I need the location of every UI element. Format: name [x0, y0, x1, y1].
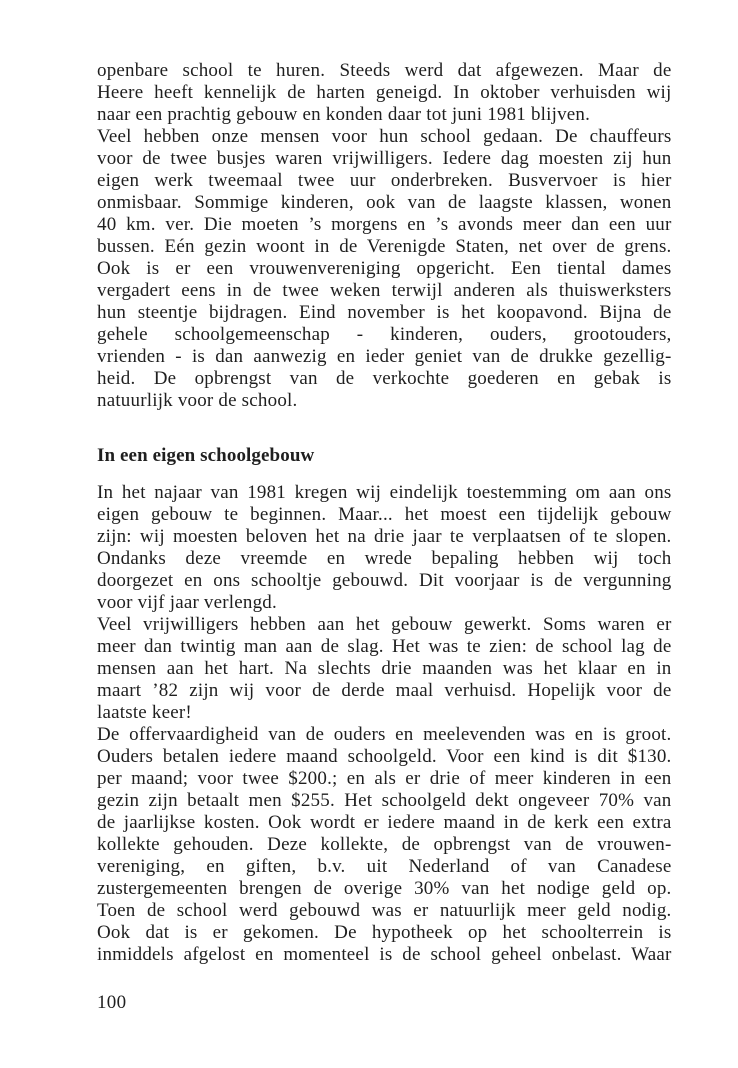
- text-line: eigen werk tweemaal twee uur onderbreken. Busvervoer is hier: [97, 170, 672, 191]
- text-line: De offervaardigheid van de ouders en meelevenden was en is groot.: [97, 724, 672, 745]
- text-line: vrienden - is dan aanwezig en ieder geniet van de drukke gezellig-: [97, 346, 672, 367]
- text-line: Heere heeft kennelijk de harten geneigd. In oktober verhuisden wij: [97, 82, 672, 103]
- text-line: Toen de school werd gebouwd was er natuurlijk meer geld nodig.: [97, 900, 672, 921]
- text-line: heid. De opbrengst van de verkochte goederen en gebak is: [97, 368, 672, 389]
- paragraph: [97, 614, 672, 724]
- text-line: laatste keer!: [97, 702, 192, 723]
- text-line: maart ’82 zijn wij voor de derde maal verhuisd. Hopelijk voor de: [97, 680, 672, 701]
- text-line: voor vijf jaar verlengd.: [97, 592, 277, 613]
- text-line: Veel vrijwilligers hebben aan het gebouw gewerkt. Soms waren er: [97, 614, 672, 635]
- text-line: meer dan twintig man aan de slag. Het was te zien: de school lag de: [97, 636, 672, 657]
- text-line: mensen aan het hart. Na slechts drie maanden was het klaar en in: [97, 658, 672, 679]
- paragraph: [97, 482, 672, 614]
- text-line: hun steentje bijdragen. Eind november is het koopavond. Bijna de: [97, 302, 672, 323]
- text-line: 40 km. ver. Die moeten ’s morgens en ’s avonds meer dan een uur: [97, 214, 672, 235]
- section-schoolgebouw: [97, 445, 672, 966]
- text-line: In het najaar van 1981 kregen wij eindelijk toestemming om aan ons: [97, 482, 672, 503]
- text-line: Veel hebben onze mensen voor hun school gedaan. De chauffeurs: [97, 126, 672, 147]
- text-line: naar een prachtig gebouw en konden daar tot juni 1981 blijven.: [97, 104, 591, 125]
- text-line: per maand; voor twee $200.; en als er drie of meer kinderen in een: [97, 768, 672, 789]
- text-line: Ondanks deze vreemde en wrede bepaling hebben wij toch: [97, 548, 672, 569]
- page-number: 100: [97, 992, 127, 1013]
- text-line: de jaarlijkse kosten. Ook wordt er iedere maand in de kerk een extra: [97, 812, 672, 833]
- text-line: vereniging, en giften, b.v. uit Nederland of van Canadese: [97, 856, 672, 877]
- text-line: voor de twee busjes waren vrijwilligers. Iedere dag moesten zij hun: [97, 148, 672, 169]
- text-line: bussen. Eén gezin woont in de Verenigde Staten, net over de grens.: [97, 236, 672, 257]
- paragraph: [97, 126, 672, 258]
- text-line: vergadert eens in de twee weken terwijl anderen als thuiswerksters: [97, 280, 672, 301]
- text-line: zijn: wij moesten beloven het na drie jaar te verplaatsen of te slopen.: [97, 526, 672, 547]
- text-column: [97, 60, 672, 966]
- text-line: doorgezet en ons schooltje gebouwd. Dit voorjaar is de vergunning: [97, 570, 672, 591]
- text-line: zustergemeenten brengen de overige 30% van het nodige geld op.: [97, 878, 672, 899]
- paragraph: [97, 724, 672, 966]
- text-line: onmisbaar. Sommige kinderen, ook van de laagste klassen, wonen: [97, 192, 672, 213]
- text-line: inmiddels afgelost en momenteel is de school geheel onbelast. Waar: [97, 944, 672, 965]
- text-line: gehele schoolgemeenschap - kinderen, ouders, grootouders,: [97, 324, 672, 345]
- text-line: Ook dat is er gekomen. De hypotheek op het schoolterrein is: [97, 922, 672, 943]
- section-intro: [97, 60, 672, 412]
- text-line: Ouders betalen iedere maand schoolgeld. Voor een kind is dit $130.: [97, 746, 672, 767]
- text-line: openbare school te huren. Steeds werd dat afgewezen. Maar de: [97, 60, 672, 81]
- text-line: natuurlijk voor de school.: [97, 390, 298, 411]
- text-line: kollekte gehouden. Deze kollekte, de opbrengst van de vrouwen-: [97, 834, 672, 855]
- text-line: eigen gebouw te beginnen. Maar... het moest een tijdelijk gebouw: [97, 504, 672, 525]
- paragraph: [97, 60, 672, 126]
- paragraph: [97, 258, 672, 412]
- text-line: gezin zijn betaalt men $255. Het schoolgeld dekt ongeveer 70% van: [97, 790, 672, 811]
- section-heading: In een eigen schoolgebouw: [97, 445, 315, 466]
- text-line: Ook is er een vrouwenvereniging opgericht. Een tiental dames: [97, 258, 672, 279]
